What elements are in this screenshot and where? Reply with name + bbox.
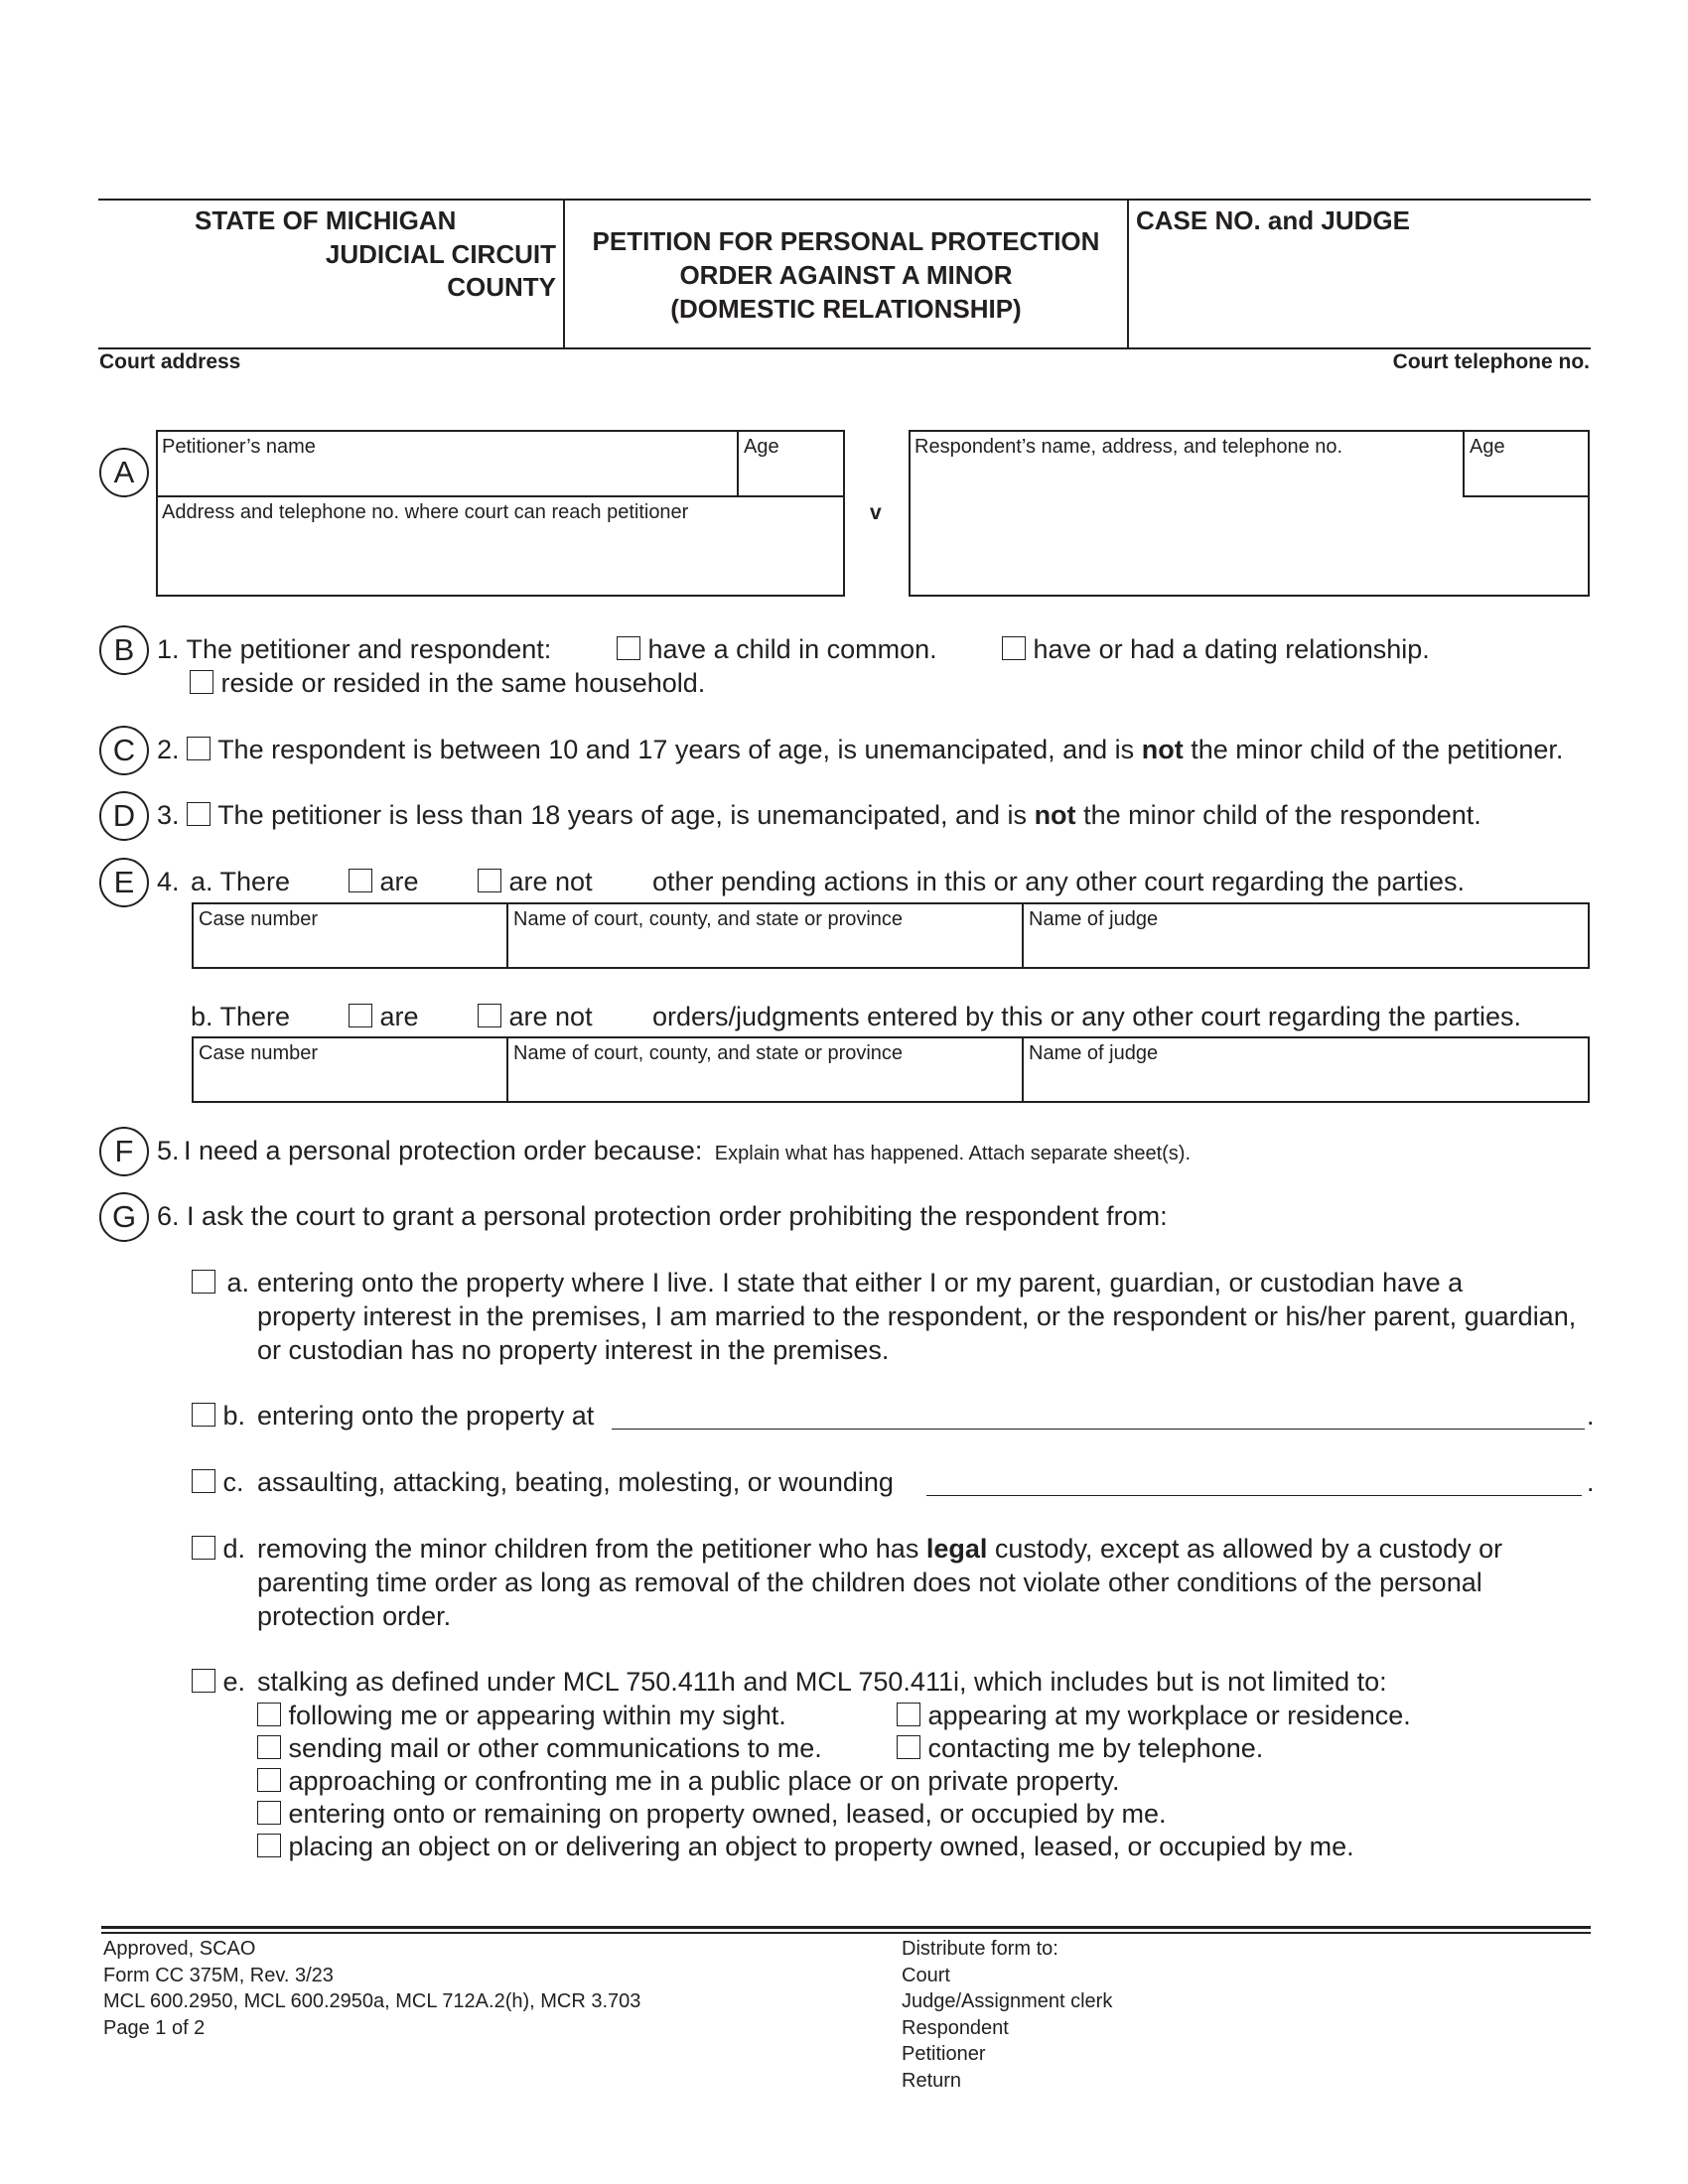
orders-case-number-label: Case number [199, 1042, 319, 1064]
following-checkbox[interactable] [257, 1703, 281, 1726]
footer-approved: Approved, SCAO [103, 1938, 256, 1960]
section-c-circle: C [99, 726, 149, 775]
pending-case-number-label: Case number [199, 908, 319, 930]
footer-distribution [902, 1936, 1112, 2094]
item-4b-are-not-label: are not [508, 1002, 593, 1031]
item-6-number: 6. [157, 1201, 180, 1231]
form-title-line3: (DOMESTIC RELATIONSHIP) [670, 294, 1022, 324]
item-6b-text: entering onto the property at [257, 1401, 595, 1431]
petitioner-name-field[interactable] [157, 431, 736, 495]
respondent-age-label: Age [1470, 436, 1505, 458]
item-5-number: 5. [157, 1136, 180, 1165]
item-6b-letter: b. [222, 1401, 246, 1431]
workplace-checkbox[interactable] [897, 1703, 920, 1726]
item-6b [192, 1399, 245, 1433]
item-3-bold: not [1034, 800, 1076, 830]
item-6-text: I ask the court to grant a personal protection order prohibiting the respondent from: [187, 1201, 1168, 1231]
item-4a-are-not-checkbox[interactable] [478, 869, 501, 892]
stalking-option-workplace[interactable] [897, 1699, 1411, 1732]
item-6c-line[interactable] [926, 1474, 1582, 1496]
item-6e-letter: e. [222, 1667, 246, 1697]
orders-court-field[interactable] [508, 1037, 1021, 1101]
footer-rule-thin [101, 1932, 1591, 1934]
item-6a-checkbox[interactable] [192, 1270, 215, 1294]
item-6d-line3: protection order. [257, 1601, 452, 1631]
court-county: COUNTY [447, 272, 556, 302]
item-4-number: 4. [157, 867, 180, 896]
item-3-text-after: the minor child of the respondent. [1083, 800, 1481, 830]
item-1-number: 1. [157, 634, 180, 664]
section-a-circle: A [99, 448, 149, 497]
court-address-label: Court address [99, 350, 241, 373]
item-4a-are-not[interactable] [478, 865, 593, 898]
item-6d-line1-after: custody, except as allowed by a custody or [994, 1534, 1503, 1564]
distribute-petitioner: Petitioner [902, 2043, 986, 2065]
approaching-checkbox[interactable] [257, 1768, 281, 1792]
petitioner-age-field[interactable] [739, 431, 844, 495]
orders-judge-label: Name of judge [1029, 1042, 1159, 1064]
header-top-rule [98, 199, 1591, 201]
orders-case-number-field[interactable] [194, 1037, 505, 1101]
placing-label: placing an object on or delivering an object to property owned, leased, or occupied by me. [288, 1832, 1354, 1861]
workplace-label: appearing at my workplace or residence. [927, 1701, 1411, 1730]
item-6c-letter: c. [222, 1467, 244, 1497]
item-6a-text [257, 1266, 1576, 1367]
item-4a-text: other pending actions in this or any other court regarding the parties. [652, 867, 1465, 896]
mail-checkbox[interactable] [257, 1735, 281, 1759]
court-state: STATE OF MICHIGAN [195, 205, 457, 235]
dating-label: have or had a dating relationship. [1033, 634, 1430, 664]
dating-checkbox[interactable] [1002, 636, 1026, 660]
pending-judge-label: Name of judge [1029, 908, 1159, 930]
footer-rule-thick [101, 1926, 1591, 1929]
court-circuit: JUDICIAL CIRCUIT [325, 239, 556, 269]
placing-checkbox[interactable] [257, 1834, 281, 1857]
distribute-court: Court [902, 1964, 950, 1986]
orders-judge-field[interactable] [1024, 1037, 1588, 1101]
item-5-note: Explain what has happened. Attach separate sheet(s). [714, 1143, 1191, 1164]
item-6c-period: . [1587, 1467, 1595, 1497]
item-6d-line1-before: removing the minor children from the petitioner who has [257, 1534, 919, 1564]
header-bottom-rule [98, 347, 1591, 349]
item-6d-checkbox[interactable] [192, 1536, 215, 1560]
item-4b-are-not-checkbox[interactable] [478, 1004, 501, 1027]
item-6e-checkbox[interactable] [192, 1669, 215, 1693]
court-phone-label: Court telephone no. [1392, 350, 1590, 373]
item-6d-head [192, 1532, 245, 1566]
item-2-text-after: the minor child of the petitioner. [1191, 735, 1564, 764]
respondent-age-divider-h [1463, 495, 1590, 497]
section-f-circle: F [99, 1127, 149, 1176]
respondent-field[interactable] [910, 431, 1462, 596]
petitioner-address-label: Address and telephone no. where court can reach petitioner [162, 501, 689, 523]
item-4b-text: orders/judgments entered by this or any other court regarding the parties. [652, 1002, 1521, 1031]
entering-checkbox[interactable] [257, 1801, 281, 1825]
stalking-option-following[interactable] [257, 1699, 786, 1732]
footer-page-number: Page 1 of 2 [103, 2016, 206, 2039]
item-4a-are-label: are [379, 867, 419, 896]
item-2-text-before: The respondent is between 10 and 17 years of age, is unemancipated, and is [217, 735, 1135, 764]
item-6a-head [192, 1266, 249, 1299]
item-1 [157, 632, 551, 666]
option-dating[interactable] [1002, 632, 1430, 666]
item-3-checkbox[interactable] [187, 802, 211, 826]
item-4b-are-checkbox[interactable] [349, 1004, 372, 1027]
item-6d-text [257, 1532, 1502, 1633]
stalking-option-telephone[interactable] [897, 1731, 1263, 1765]
item-4a-are-not-label: are not [508, 867, 593, 896]
item-4b-are-label: are [379, 1002, 419, 1031]
approaching-label: approaching or confronting me in a public place or on private property. [288, 1766, 1120, 1796]
item-2-number: 2. [157, 735, 180, 764]
item-6d-line2: parenting time order as long as removal of the children does not violate other conditions of the personal [257, 1568, 1482, 1597]
item-2 [157, 733, 1563, 766]
item-4b-label: b. There [191, 1002, 291, 1031]
item-6d-letter: d. [222, 1534, 246, 1564]
item-5 [157, 1134, 1191, 1167]
form-title-line1: PETITION FOR PERSONAL PROTECTION [592, 226, 1100, 256]
item-6d-line1 [257, 1532, 1502, 1566]
item-6b-checkbox[interactable] [192, 1403, 215, 1427]
respondent-label: Respondent’s name, address, and telephone no. [914, 436, 1343, 458]
footer-statutes: MCL 600.2950, MCL 600.2950a, MCL 712A.2(h), MCR 3.703 [103, 1990, 641, 2012]
mail-label: sending mail or other communications to me. [288, 1733, 822, 1763]
item-6a-line1: entering onto the property where I live. I state that either I or my parent, guardian, or custodian have a [257, 1268, 1464, 1297]
household-label: reside or resided in the same household. [220, 668, 706, 698]
telephone-checkbox[interactable] [897, 1735, 920, 1759]
telephone-label: contacting me by telephone. [927, 1733, 1264, 1763]
item-6c [192, 1465, 244, 1499]
section-d-circle: D [99, 791, 149, 841]
item-3-number: 3. [157, 800, 180, 830]
item-2-checkbox[interactable] [187, 737, 211, 760]
stalking-option-placing[interactable] [257, 1830, 1354, 1863]
form-title [565, 224, 1127, 326]
item-4a-are-checkbox[interactable] [349, 869, 372, 892]
following-label: following me or appearing within my sight. [288, 1701, 786, 1730]
pending-judge-field[interactable] [1024, 903, 1588, 967]
item-6d-bold: legal [925, 1534, 988, 1564]
item-1-text: The petitioner and respondent: [186, 634, 552, 664]
stalking-option-approaching[interactable] [257, 1764, 1120, 1798]
petitioner-address-field[interactable] [157, 496, 844, 596]
case-no-judge-field[interactable] [1132, 243, 1589, 342]
distribute-judge-clerk: Judge/Assignment clerk [902, 1990, 1113, 2012]
orders-court-label: Name of court, county, and state or province [513, 1042, 904, 1064]
entering-label: entering onto or remaining on property owned, leased, or occupied by me. [288, 1799, 1167, 1829]
item-6c-checkbox[interactable] [192, 1469, 215, 1493]
stalking-option-mail[interactable] [257, 1731, 822, 1765]
option-child-in-common[interactable] [617, 632, 937, 666]
item-6 [157, 1199, 1168, 1233]
section-e-circle: E [99, 858, 149, 907]
case-no-judge-label: CASE NO. and JUDGE [1136, 205, 1410, 235]
footer-left [103, 1936, 640, 2041]
versus-label: v [870, 501, 882, 524]
item-4a-label: a. There [191, 867, 291, 896]
pending-court-field[interactable] [508, 903, 1021, 967]
item-4b-are[interactable] [349, 1000, 419, 1033]
section-b-circle: B [99, 625, 149, 675]
item-5-text: I need a personal protection order because: [183, 1136, 703, 1165]
pending-case-number-field[interactable] [194, 903, 505, 967]
distribute-return: Return [902, 2069, 962, 2092]
petitioner-name-label: Petitioner’s name [162, 436, 316, 458]
item-6a-line2: property interest in the premises, I am married to the respondent, or the respondent or his/her parent, guardian, [257, 1301, 1577, 1331]
item-3 [157, 798, 1481, 832]
item-6a-line3: or custodian has no property interest in the premises. [257, 1335, 890, 1365]
footer-form-number: Form CC 375M, Rev. 3/23 [103, 1964, 334, 1986]
petitioner-age-label: Age [744, 436, 779, 458]
item-6e-text: stalking as defined under MCL 750.411h and MCL 750.411i, which includes but is not limited to: [257, 1667, 1387, 1697]
header-divider-right [1127, 199, 1129, 349]
option-household[interactable] [190, 666, 705, 700]
item-4b-are-not[interactable] [478, 1000, 593, 1033]
item-6c-text: assaulting, attacking, beating, molesting, or wounding [257, 1467, 894, 1497]
child-in-common-label: have a child in common. [647, 634, 937, 664]
stalking-option-entering[interactable] [257, 1797, 1167, 1831]
item-3-text-before: The petitioner is less than 18 years of age, is unemancipated, and is [217, 800, 1028, 830]
section-g-circle: G [99, 1192, 149, 1242]
child-in-common-checkbox[interactable] [617, 636, 640, 660]
respondent-age-field[interactable] [1465, 431, 1589, 495]
item-6e-head [192, 1665, 245, 1699]
item-6b-address-line[interactable] [612, 1408, 1585, 1430]
form-title-line2: ORDER AGAINST A MINOR [679, 260, 1013, 290]
household-checkbox[interactable] [190, 670, 213, 694]
item-4a-are[interactable] [349, 865, 419, 898]
item-2-bold: not [1141, 735, 1184, 764]
pending-court-label: Name of court, county, and state or province [513, 908, 904, 930]
item-6a-letter: a. [226, 1268, 250, 1297]
distribute-respondent: Respondent [902, 2016, 1009, 2039]
item-6b-period: . [1587, 1401, 1595, 1431]
distribute-heading: Distribute form to: [902, 1938, 1058, 1960]
